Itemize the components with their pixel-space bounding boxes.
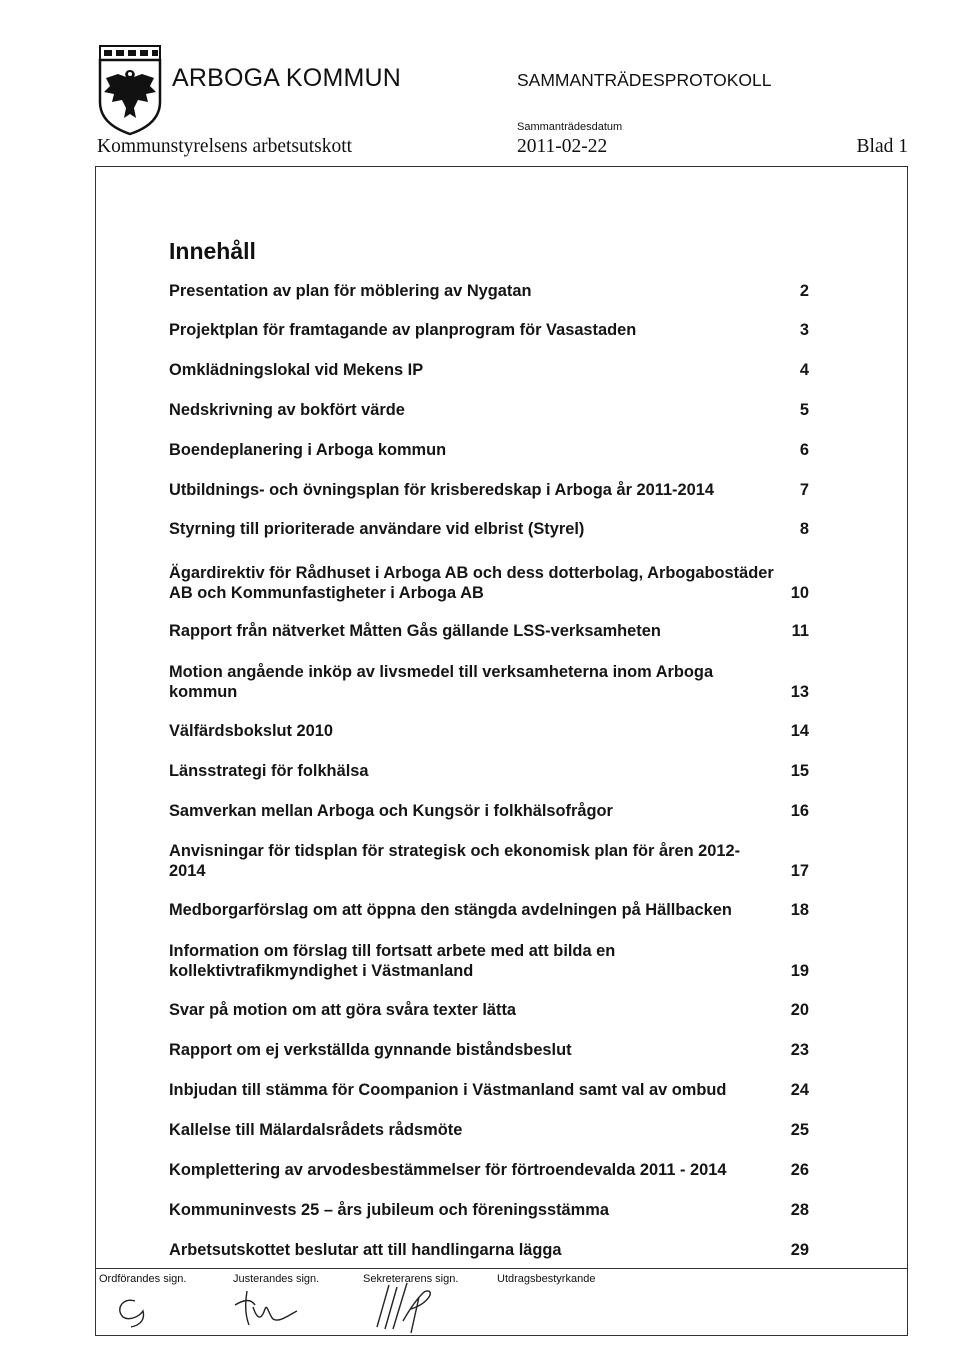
toc-item-title: Presentation av plan för möblering av Nygatan [169, 282, 532, 300]
toc-item-title: Kallelse till Mälardalsrådets rådsmöte [169, 1121, 463, 1139]
toc-item-title: Samverkan mellan Arboga och Kungsör i folkhälsofrågor [169, 802, 613, 820]
toc-heading: Innehåll [169, 238, 256, 264]
toc-item-title: Omklädningslokal vid Mekens IP [169, 361, 424, 379]
toc-item-page: 26 [790, 1161, 809, 1179]
toc-item-page: 5 [799, 401, 809, 419]
toc-item-title: Information om förslag till fortsatt arbete med att bilda en kollektivtrafikmyndighet i Västmanland [169, 942, 616, 980]
adjuster-signature-mark [231, 1285, 301, 1331]
toc-item-page: 29 [790, 1241, 809, 1259]
adjuster-signature-label: Justerandes sign. [233, 1273, 320, 1285]
toc-item-title: Arbetsutskottet beslutar att till handlingarna lägga [169, 1241, 562, 1259]
toc-item-title: Länsstrategi för folkhälsa [169, 762, 369, 780]
toc-item-title: Utbildnings- och övningsplan för krisberedskap i Arboga år 2011-2014 [169, 481, 714, 499]
toc-item-title: Anvisningar för tidsplan för strategisk och ekonomisk plan för åren 2012-2014 [169, 842, 741, 880]
toc-item-page: 3 [799, 321, 809, 339]
meeting-date-label: Sammanträdesdatum [517, 121, 623, 133]
chair-signature-mark [109, 1291, 169, 1331]
toc-item-page: 19 [790, 962, 809, 980]
extract-certification-label: Utdragsbestyrkande [497, 1273, 596, 1285]
toc-item-page: 7 [799, 481, 809, 499]
toc-item-page: 2 [799, 282, 809, 300]
toc-item-page: 15 [790, 762, 809, 780]
toc-item-title: Nedskrivning av bokfört värde [169, 401, 405, 419]
toc-item-page: 8 [799, 520, 809, 538]
toc-item-title: Välfärdsbokslut 2010 [169, 722, 333, 740]
toc-item-title: Styrning till prioriterade användare vid elbrist (Styrel) [169, 520, 585, 538]
toc-item-title: Ägardirektiv för Rådhuset i Arboga AB och dess dotterbolag, Arbogabostäder AB och Kommunfastigheter i Arboga AB [169, 564, 774, 602]
sheet-number: Blad 1 [856, 136, 908, 157]
toc-item-page: 18 [790, 901, 809, 919]
secretary-signature-label: Sekreterarens sign. [363, 1273, 459, 1285]
meeting-date: 2011-02-22 [517, 136, 608, 157]
document-type: SAMMANTRÄDESPROTOKOLL [517, 70, 772, 90]
toc-item-page: 11 [791, 622, 809, 640]
toc-item-title: Kommuninvests 25 – års jubileum och föreningsstämma [169, 1201, 609, 1219]
toc-item-page: 13 [790, 683, 809, 701]
toc-item-page: 28 [790, 1201, 809, 1219]
toc-item-page: 10 [790, 584, 809, 602]
secretary-signature-mark [367, 1277, 457, 1337]
toc-item-page: 4 [799, 361, 809, 379]
committee-name: Kommunstyrelsens arbetsutskott [97, 136, 353, 157]
toc-item-page: 16 [790, 802, 809, 820]
toc-item-title: Rapport från nätverket Måtten Gås gällande LSS-verksamheten [169, 622, 661, 640]
coat-of-arms-eagle-icon [96, 44, 164, 136]
toc-item-title: Boendeplanering i Arboga kommun [169, 441, 447, 459]
toc-item-page: 23 [790, 1041, 809, 1059]
toc-item-title: Motion angående inköp av livsmedel till verksamheterna inom Arboga kommun [169, 663, 714, 701]
toc-item-page: 14 [790, 722, 809, 740]
toc-item-title: Svar på motion om att göra svåra texter lätta [169, 1001, 517, 1019]
toc-item-title: Rapport om ej verkställda gynnande biståndsbeslut [169, 1041, 572, 1059]
toc-item-title: Inbjudan till stämma för Coompanion i Västmanland samt val av ombud [169, 1081, 727, 1099]
toc-item-title: Komplettering av arvodesbestämmelser för förtroendevalda 2011 - 2014 [169, 1161, 727, 1179]
toc-item-page: 20 [790, 1001, 809, 1019]
municipality-name: ARBOGA KOMMUN [172, 64, 402, 92]
toc-item-title: Medborgarförslag om att öppna den stängda avdelningen på Hällbacken [169, 901, 732, 919]
chair-signature-label: Ordförandes sign. [99, 1273, 187, 1285]
toc-item-page: 25 [790, 1121, 809, 1139]
signature-bar [95, 1268, 908, 1336]
toc-item-page: 6 [799, 441, 809, 459]
toc-item-page: 17 [790, 862, 809, 880]
toc-item-title: Projektplan för framtagande av planprogram för Vasastaden [169, 321, 637, 339]
toc-item-page: 24 [790, 1081, 809, 1099]
